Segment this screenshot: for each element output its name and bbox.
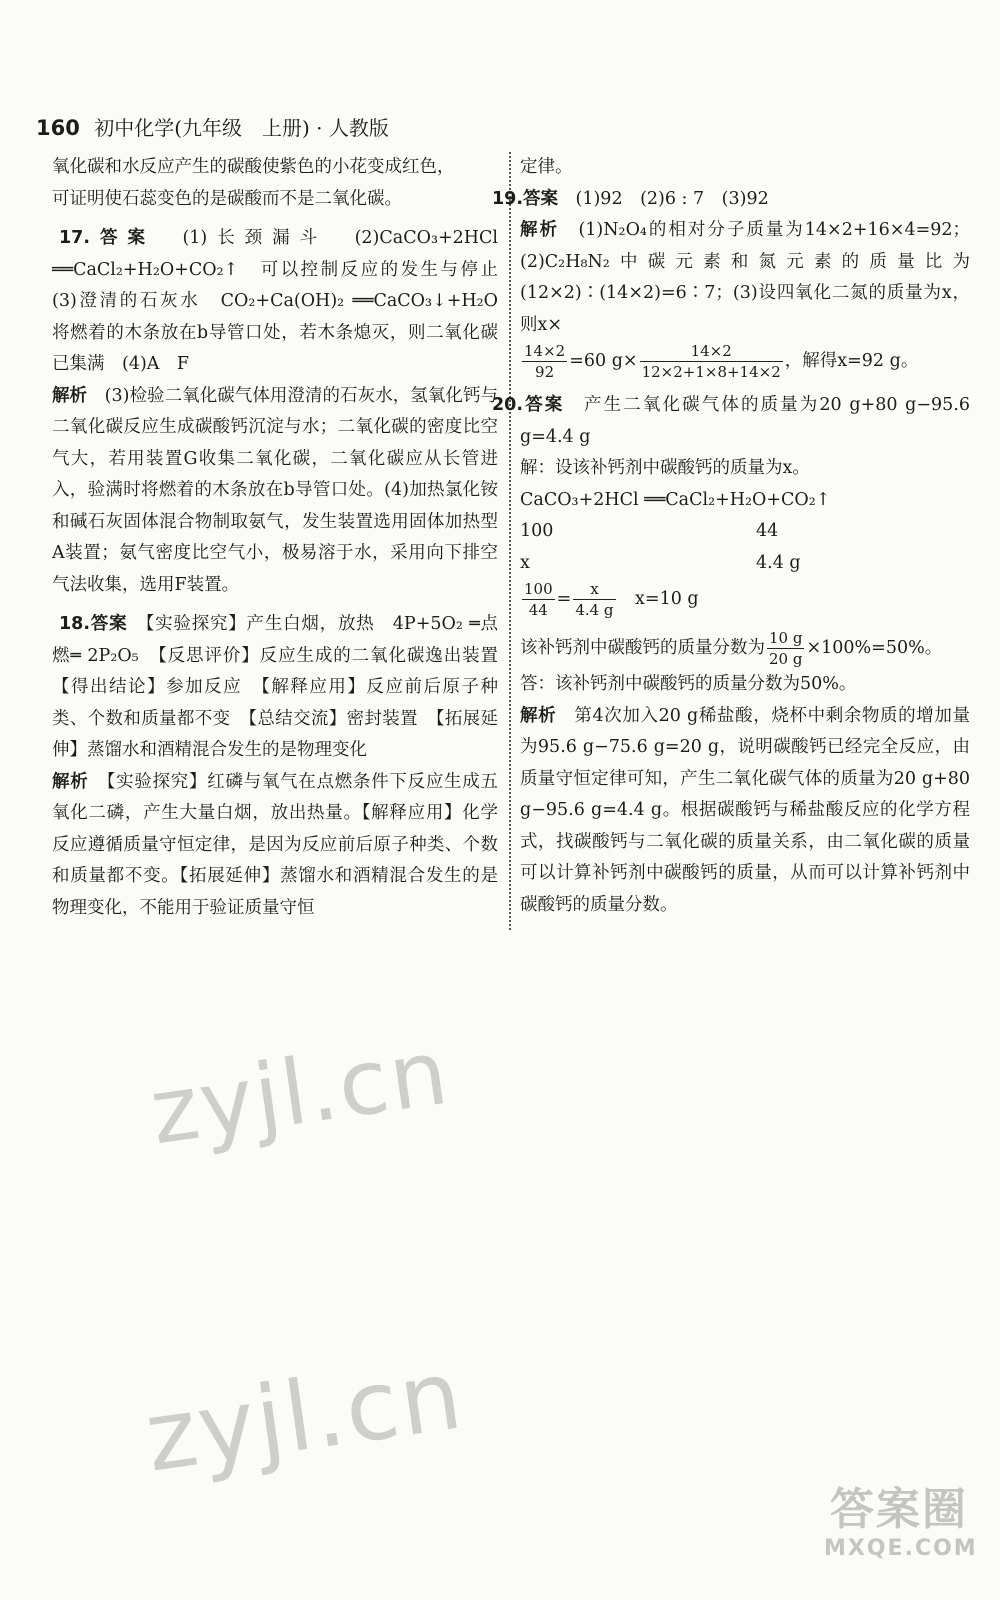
page-number: 160 bbox=[36, 116, 80, 140]
continued-text: 氧化碳和水反应产生的碳酸使紫色的小花变成红色， 可证明使石蕊变色的是碳酸而不是二氧化碳。 bbox=[52, 157, 455, 209]
q20-proportion: $\frac{100}{44}$ = $\frac{x}{4.4 g}$ x=10 g bbox=[524, 580, 699, 619]
q19-fraction-line: $\frac{14\times 2}{92}$ =60 g× $\frac{14\times 2}{12\times 2+1\times 8+14\times 2}$ ，解得x=92 g。 bbox=[524, 342, 919, 381]
q20-fraction-result: 该补钙剂中碳酸钙的质量分数为 $\frac{10 g}{20 g}$ ×100%=50%。 bbox=[520, 629, 943, 668]
left-column bbox=[52, 152, 516, 924]
watermark-bottom: zyjl.cn bbox=[138, 1338, 470, 1494]
q20-row-2: x 4.4 g bbox=[520, 552, 801, 573]
q19-analysis: 解析 (1)N₂O₄的相对分子质量为14×2+16×4=92；(2)C₂H₈N₂中碳元素和氮元素的质量比为(12×2)∶(14×2)=6∶7；(3)设四氧化二氮的质量为x，则x× bbox=[520, 220, 971, 335]
q20-solve: 解：设该补钙剂中碳酸钙的质量为x。 bbox=[520, 458, 810, 478]
q20-row-1: 100 44 bbox=[520, 521, 779, 541]
q18-analysis: 解析 【实验探究】红磷与氧气在点燃条件下反应生成五氧化二磷，产生大量白烟，放出热量。【解释应用】化学反应遵循质量守恒定律，是因为反应前后原子种类、个数和质量都不变。【拓展延伸】蒸馏水和酒精混合发生的是物理变化，不能用于验证质量守恒 bbox=[52, 771, 498, 918]
page-header bbox=[36, 112, 389, 141]
book-title: 初中化学(九年级 上册) · 人教版 bbox=[94, 116, 389, 140]
q20-answer: 20.答案 产生二氧化碳气体的质量为20 g+80 g−95.6 g=4.4 g bbox=[492, 395, 971, 447]
corner-logo: 答案圈 MXQE.COM bbox=[824, 1484, 978, 1561]
q20-equation: CaCO₃+2HCl ══CaCl₂+H₂O+CO₂↑ bbox=[520, 489, 831, 510]
q17-analysis: 解析 (3)检验二氧化碳气体用澄清的石灰水，氢氧化钙与二氧化碳反应生成碳酸钙沉淀与水；二氧化碳的密度比空气大，若用装置G收集二氧化碳，二氧化碳应从长管进入，验满时将燃着的木条放在b导管口处。(4)加热氯化铵和碱石灰固体混合物制取氨气，发生装置选用固体加热型A装置；氨气密度比空气小，极易溶于水，采用向下排空气法收集，选用F装置。 bbox=[52, 385, 499, 595]
continued-text-right: 定律。 bbox=[520, 157, 573, 177]
q18-answer: 18.答案 【实验探究】产生白烟，放热 4P+5O₂ ═点燃═ 2P₂O₅ 【反思评价】反应生成的二氧化碳逸出装置 【得出结论】参加反应 【解释应用】反应前后原子种类、个数和质量都不变 【总结交流】密封装置 【拓展延伸】蒸馏水和酒精混合发生的是物理变化 bbox=[52, 614, 516, 760]
q20-final-answer: 答：该补钙剂中碳酸钙的质量分数为50%。 bbox=[520, 674, 857, 694]
q17-answer: 17.答案 (1)长颈漏斗 (2)CaCO₃+2HCl ══CaCl₂+H₂O+CO₂↑ 可以控制反应的发生与停止 (3)澄清的石灰水 CO₂+Ca(OH)₂ ══CaCO₃↓+H₂O 将燃着的木条放在b导管口处，若木条熄灭，则二氧化碳已集满 (4)A F bbox=[52, 228, 516, 374]
q20-analysis: 解析 第4次加入20 g稀盐酸，烧杯中剩余物质的增加量为95.6 g−75.6 g=20 g，说明碳酸钙已经完全反应，由质量守恒定律可知，产生二氧化碳气体的质量为20 g+80 g−95.6 g=4.4 g。根据碳酸钙与稀盐酸反应的化学方程式，找碳酸钙与二氧化碳的质量关系，由二氧化碳的质量可以计算补钙剂中碳酸钙的质量，从而可以计算补钙剂中碳酸钙的质量分数。 bbox=[520, 705, 971, 915]
right-column bbox=[492, 152, 971, 921]
q19-answer: 19.答案 (1)92 (2)6 : 7 (3)92 bbox=[492, 188, 769, 209]
watermark-top: zyjl.cn bbox=[144, 1019, 456, 1166]
